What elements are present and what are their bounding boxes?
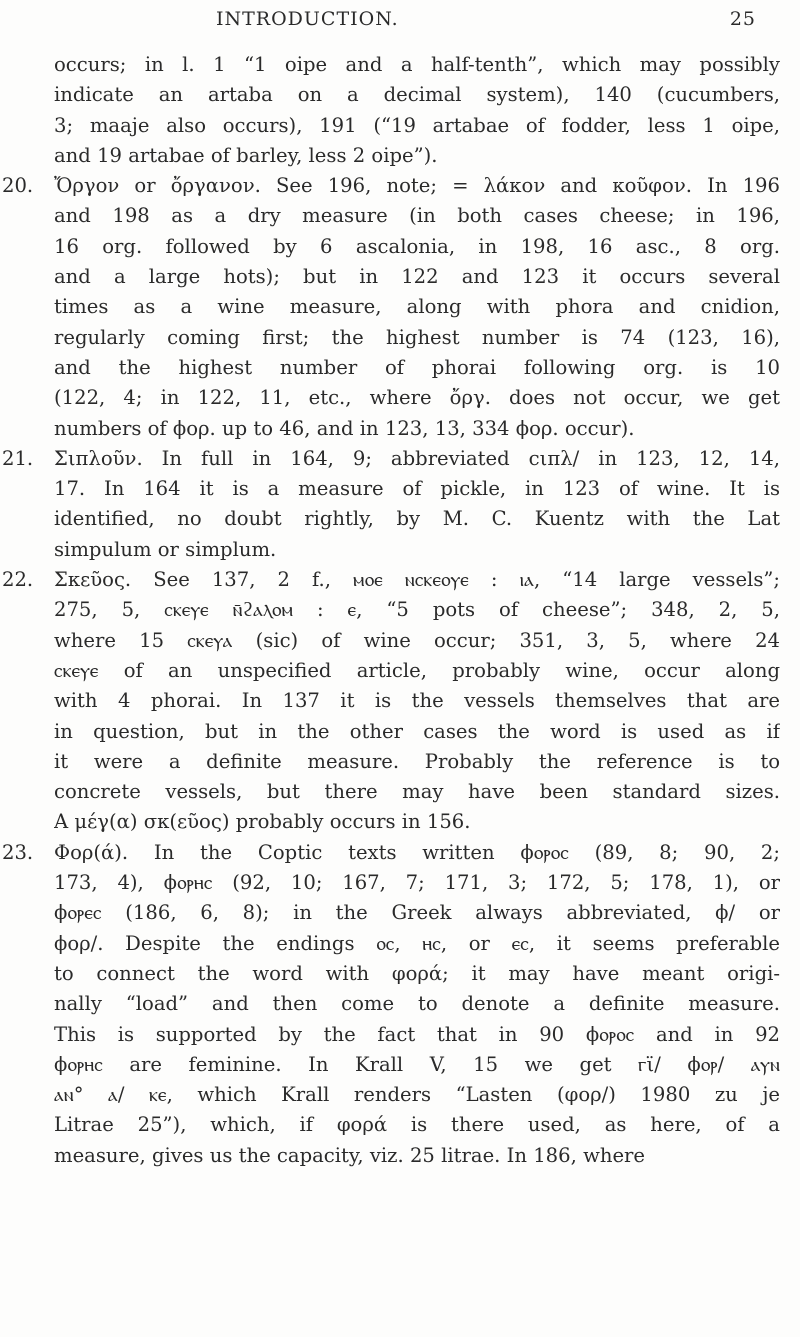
text-line: numbers of ϕορ. up to 46, and in 123, 13, 334 ϕορ. occur). xyxy=(54,416,635,440)
entry-number: 20. xyxy=(2,174,34,198)
text-line: in question, but in the other cases the word is used as if xyxy=(54,719,780,743)
body-text xyxy=(0,50,800,1171)
text-line: 3; maaje also occurs), 191 (“19 artabae of fodder, less 1 oipe, xyxy=(54,113,780,137)
entry-number: 23. xyxy=(2,840,34,864)
text-line: ϕⲟⲣⲉⲥ (186, 6, 8); in the Greek always abbreviated, ϕ/ or xyxy=(54,901,780,925)
text-line: Litrae 25”), which, if φορά is there used, as here, of a xyxy=(54,1113,780,1137)
text-line: Φορ(ά). In the Coptic texts written ϕⲟⲣⲟⲥ (89, 8; 90, 2; xyxy=(54,840,780,864)
text-line: and 198 as a dry measure (in both cases cheese; in 196, xyxy=(54,204,780,228)
glossary-entry xyxy=(0,565,800,838)
text-line: 17. In 164 it is a measure of pickle, in 123 of wine. It is xyxy=(54,477,780,501)
entry-number: 22. xyxy=(2,568,34,592)
glossary-entry xyxy=(0,444,800,565)
text-line: Ὄργον or ὄργανον. See 196, note; = λάκον and κοῦφον. In 196 xyxy=(54,174,780,198)
text-line: occurs; in l. 1 “1 oipe and a half-tenth”, which may possibly xyxy=(54,53,780,76)
entry-number: 21. xyxy=(2,446,34,470)
text-line: where 15 ⲥⲕⲉⲩⲁ (sic) of wine occur; 351, 3, 5, where 24 xyxy=(54,628,780,652)
text-line: to connect the word with φορά; it may have meant origi- xyxy=(54,961,780,985)
text-line: simpulum or simplum. xyxy=(54,537,277,561)
text-line: nally “load” and then come to denote a definite measure. xyxy=(54,992,780,1016)
text-line: indicate an artaba on a decimal system), 140 (cucumbers, xyxy=(54,83,780,107)
text-line: ⲁⲛ° ⲁ/ ⲕⲉ, which Krall renders “Lasten (φορ/) 1980 zu je xyxy=(54,1083,780,1107)
text-line: Σιπλοῦν. In full in 164, 9; abbreviated ϲιπλ/ in 123, 12, 14, xyxy=(54,446,780,470)
text-line: times as a wine measure, along with phora and cnidion, xyxy=(54,295,780,319)
glossary-entry xyxy=(0,50,800,171)
text-line: it were a definite measure. Probably the reference is to xyxy=(54,749,780,773)
text-line: identified, no doubt rightly, by M. C. Kuentz with the Lat xyxy=(54,507,780,531)
running-head-title: INTRODUCTION. xyxy=(216,8,399,30)
page-number: 25 xyxy=(729,8,756,30)
text-line: A μέγ(α) σκ(εῦος) probably occurs in 156. xyxy=(54,810,471,834)
text-line: concrete vessels, but there may have been standard sizes. xyxy=(54,780,780,804)
glossary-entry xyxy=(0,838,800,1171)
text-line: and the highest number of phorai following org. is 10 xyxy=(54,355,780,379)
text-line: and a large hots); but in 122 and 123 it occurs several xyxy=(54,265,780,289)
text-line: 275, 5, ⲥⲕⲉⲩⲉ ⲛ̄ϩⲁⲗⲟⲙ : ⲉ, “5 pots of cheese”; 348, 2, 5, xyxy=(54,598,780,622)
text-line: with 4 phorai. In 137 it is the vessels themselves that are xyxy=(54,689,780,713)
text-line: and 19 artabae of barley, less 2 oipe”). xyxy=(54,143,438,167)
glossary-entry xyxy=(0,171,800,444)
text-line: regularly coming first; the highest number is 74 (123, 16), xyxy=(54,325,780,349)
text-line: measure, gives us the capacity, viz. 25 litrae. In 186, where xyxy=(54,1143,646,1167)
text-line: 16 org. followed by 6 ascalonia, in 198, 16 asc., 8 org. xyxy=(54,234,780,258)
text-line: ϕⲟⲣⲏⲥ are feminine. In Krall V, 15 we get ⲅϊ/ ϕⲟⲣ/ ⲁⲩⲛ xyxy=(54,1052,780,1076)
text-line: 173, 4), ϕⲟⲣⲏⲥ (92, 10; 167, 7; 171, 3; 172, 5; 178, 1), or xyxy=(54,871,780,895)
text-line: This is supported by the fact that in 90 ϕⲟⲣⲟⲥ and in 92 xyxy=(54,1022,780,1046)
text-line: ϕορ/. Despite the endings ⲟⲥ, ⲏⲥ, or ⲉⲥ, it seems preferable xyxy=(54,931,780,955)
text-line: Σκεῦος. See 137, 2 f., ⲙⲟⲉ ⲛⲥⲕⲉⲟⲩⲉ : ⲓⲁ, “14 large vessels”; xyxy=(54,568,780,592)
running-head xyxy=(216,8,756,38)
text-line: (122, 4; in 122, 11, etc., where ὄργ. does not occur, we get xyxy=(54,386,780,410)
text-line: ⲥⲕⲉⲩⲉ of an unspecified article, probably wine, occur along xyxy=(54,658,780,682)
